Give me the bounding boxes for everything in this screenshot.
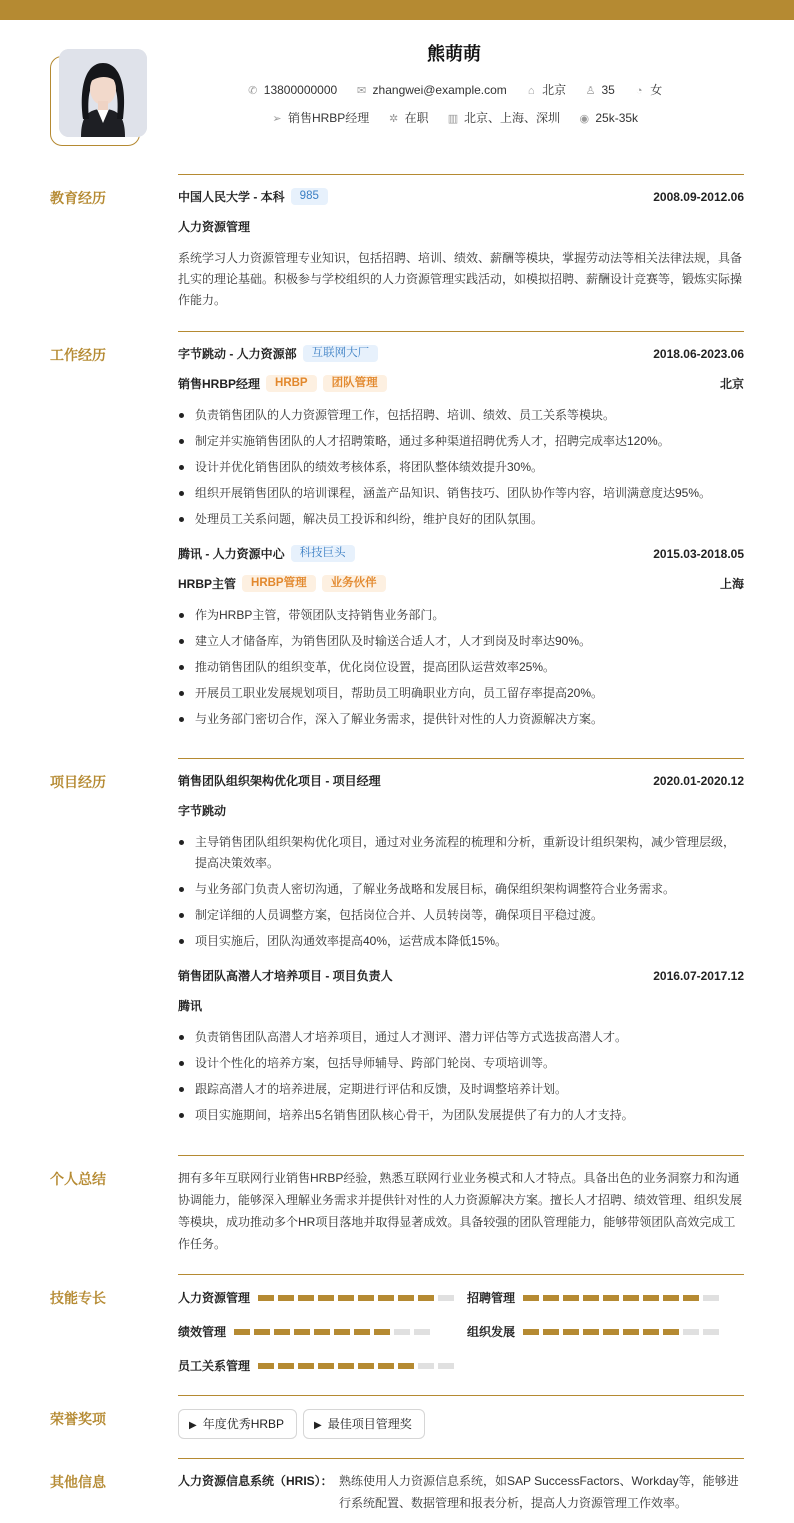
candidate-name: 熊萌萌 xyxy=(427,44,481,64)
list-item: 设计并优化销售团队的绩效考核体系，将团队整体绩效提升30%。 xyxy=(178,457,744,478)
skill-name: 人力资源管理 xyxy=(178,1291,251,1305)
project-bullets xyxy=(178,1027,744,1126)
gender-item xyxy=(632,81,662,98)
company-name: 腾讯 - 人力资源中心 xyxy=(178,547,285,561)
salary-icon: ◉ xyxy=(579,113,590,125)
skill-segment-filled xyxy=(523,1329,539,1335)
job-location: 上海 xyxy=(719,577,744,591)
award-item xyxy=(178,1409,297,1439)
skill-segment-filled xyxy=(278,1295,294,1301)
top-accent-bar xyxy=(0,0,794,20)
skill-level-bar xyxy=(234,1329,434,1349)
skill-segment-filled xyxy=(278,1363,294,1369)
project-bullets xyxy=(178,832,744,952)
skill-segment-filled xyxy=(294,1329,310,1335)
list-item: 设计个性化的培养方案，包括导师辅导、跨部门轮岗、专项培训等。 xyxy=(178,1053,744,1074)
role-tag: 团队管理 xyxy=(323,375,387,392)
list-item: 制定详细的人员调整方案，包括岗位合并、人员转岗等，确保项目平稳过渡。 xyxy=(178,905,744,926)
skill-segment-filled xyxy=(563,1329,579,1335)
skill-item xyxy=(467,1322,723,1342)
other-text: 熟练使用人力资源信息系统，如SAP SuccessFactors、Workday等，能够进行系统配置、数据管理和报表分析，提高人力资源管理工作效率。 xyxy=(339,1474,739,1510)
major-name: 人力资源管理 xyxy=(178,220,251,234)
award-name: 年度优秀HRBP xyxy=(202,1417,285,1431)
home-icon: ⌂ xyxy=(527,85,535,97)
target-city-item xyxy=(446,109,560,126)
school-tag: 985 xyxy=(291,188,328,205)
list-item: 组织开展销售团队的培训课程，涵盖产品知识、销售技巧、团队协作等内容，培训满意度达95%。 xyxy=(178,483,744,504)
skill-segment-empty xyxy=(418,1363,434,1369)
section-title: 荣誉奖项 xyxy=(50,1411,106,1427)
skill-segment-filled xyxy=(418,1295,434,1301)
awards-content xyxy=(178,1409,744,1449)
project-header xyxy=(178,772,744,802)
other-info xyxy=(178,1470,744,1514)
company-name: 字节跳动 - 人力资源部 xyxy=(178,347,297,361)
position-item xyxy=(270,109,369,126)
status-icon: ✲ xyxy=(389,113,399,125)
role-name: HRBP主管 xyxy=(178,577,237,591)
play-icon: ▶ xyxy=(314,1420,322,1431)
section-title: 其他信息 xyxy=(50,1474,106,1490)
play-icon: ▶ xyxy=(189,1420,197,1431)
gender-icon: ◔ xyxy=(635,85,643,97)
list-item: 主导销售团队组织架构优化项目，通过对业务流程的梳理和分析，重新设计组织架构，减少管理层级，提高决策效率。 xyxy=(178,832,744,874)
job-header xyxy=(178,545,744,575)
list-item: 与业务部门负责人密切沟通，了解业务战略和发展目标，确保组织架构调整符合业务需求。 xyxy=(178,879,744,900)
skill-level-bar xyxy=(258,1363,458,1383)
job-entry xyxy=(178,345,744,530)
job-period: 2015.03-2018.05 xyxy=(653,547,744,561)
list-item: 负责销售团队的人力资源管理工作，包括招聘、培训、绩效、员工关系等模块。 xyxy=(178,405,744,426)
skill-segment-filled xyxy=(234,1329,250,1335)
skill-segment-empty xyxy=(394,1329,410,1335)
job-bullets xyxy=(178,605,744,730)
project-entry xyxy=(178,772,744,952)
skill-segment-filled xyxy=(603,1329,619,1335)
age-icon: ♙ xyxy=(585,85,596,97)
skill-name: 组织发展 xyxy=(467,1325,516,1339)
list-item: 处理员工关系问题，解决员工投诉和纠纷，维护良好的团队氛围。 xyxy=(178,509,744,530)
list-item: 推动销售团队的组织变革，优化岗位设置，提高团队运营效率25%。 xyxy=(178,657,744,678)
skill-segment-filled xyxy=(334,1329,350,1335)
skill-segment-filled xyxy=(298,1295,314,1301)
skill-segment-filled xyxy=(314,1329,330,1335)
skill-segment-filled xyxy=(274,1329,290,1335)
skill-segment-filled xyxy=(583,1329,599,1335)
job-location: 北京 xyxy=(719,377,744,391)
section-divider xyxy=(178,1274,744,1275)
skill-segment-empty xyxy=(683,1329,699,1335)
list-item: 项目实施期间，培养出5名销售团队核心骨干，为团队发展提供了有力的人才支持。 xyxy=(178,1105,744,1126)
skill-segment-filled xyxy=(663,1295,679,1301)
skill-name: 绩效管理 xyxy=(178,1325,227,1339)
skill-segment-filled xyxy=(318,1363,334,1369)
skill-segment-empty xyxy=(414,1329,430,1335)
section-title: 工作经历 xyxy=(50,347,106,363)
skills-grid xyxy=(178,1288,744,1378)
skill-name: 招聘管理 xyxy=(467,1291,516,1305)
project-name: 销售团队高潜人才培养项目 - 项目负责人 xyxy=(178,969,393,983)
skill-level-bar xyxy=(258,1295,458,1315)
skill-segment-filled xyxy=(543,1329,559,1335)
skill-segment-filled xyxy=(583,1295,599,1301)
city-item xyxy=(524,81,566,98)
skill-segment-filled xyxy=(643,1295,659,1301)
other-content xyxy=(178,1470,744,1514)
section-divider xyxy=(178,331,744,332)
role-tag: 业务伙伴 xyxy=(322,575,386,592)
list-item: 作为HRBP主管，带领团队支持销售业务部门。 xyxy=(178,605,744,626)
major-line xyxy=(178,218,744,248)
summary-text: 拥有多年互联网行业销售HRBP经验，熟悉互联网行业业务模式和人才特点。具备出色的业务洞察力和沟通协调能力，能够深入理解业务需求并提供针对性的人力资源解决方案。擅长人才招聘、绩效管理、组织发展等模块，成功推动多个HR项目落地并取得显著成效。具备较强的团队管理能力，能够带领团队高效完成工作任务。 xyxy=(178,1171,743,1251)
project-period: 2020.01-2020.12 xyxy=(653,774,744,788)
skill-segment-filled xyxy=(298,1363,314,1369)
phone-item xyxy=(246,83,337,97)
resume-header xyxy=(0,20,794,150)
skill-segment-filled xyxy=(354,1329,370,1335)
contact-row xyxy=(0,81,794,98)
phone-text: 13800000000 xyxy=(263,83,338,97)
award-name: 最佳项目管理奖 xyxy=(327,1417,412,1431)
project-period: 2016.07-2017.12 xyxy=(653,969,744,983)
section-title: 技能专长 xyxy=(50,1290,106,1306)
skill-segment-filled xyxy=(643,1329,659,1335)
section-divider xyxy=(178,1395,744,1396)
section-divider xyxy=(178,1155,744,1156)
project-org: 字节跳动 xyxy=(178,804,227,818)
role-tag: HRBP xyxy=(266,375,317,392)
skill-segment-empty xyxy=(703,1295,719,1301)
list-item: 建立人才储备库，为销售团队及时输送合适人才，人才到岗及时率达90%。 xyxy=(178,631,744,652)
company-tag: 科技巨头 xyxy=(291,545,355,562)
skill-item xyxy=(178,1356,458,1376)
skill-segment-filled xyxy=(338,1295,354,1301)
award-item xyxy=(303,1409,425,1439)
position-text: 销售HRBP经理 xyxy=(287,111,370,125)
company-tag: 互联网大厂 xyxy=(303,345,379,362)
skill-segment-filled xyxy=(254,1329,270,1335)
status-item xyxy=(387,109,429,126)
skill-level-bar xyxy=(523,1329,723,1349)
skill-segment-filled xyxy=(683,1295,699,1301)
phone-icon: ✆ xyxy=(248,85,258,97)
skill-segment-filled xyxy=(258,1363,274,1369)
education-description: 系统学习人力资源管理专业知识，包括招聘、培训、绩效、薪酬等模块，掌握劳动法等相关法律法规，具备扎实的理论基础。积极参与学校组织的人力资源管理实践活动，如模拟招聘、薪酬设计竞赛等，锻炼实际操作能力。 xyxy=(178,251,743,307)
role-tag: HRBP管理 xyxy=(242,575,316,592)
education-header xyxy=(178,188,744,218)
skill-segment-filled xyxy=(603,1295,619,1301)
skill-level-bar xyxy=(523,1295,723,1315)
project-org-line xyxy=(178,997,744,1027)
status-text: 在职 xyxy=(404,111,429,125)
skills-content xyxy=(178,1288,744,1378)
age-item xyxy=(584,83,615,97)
job-bullets xyxy=(178,405,744,530)
section-title: 个人总结 xyxy=(50,1171,106,1187)
skill-segment-empty xyxy=(438,1363,454,1369)
school-name: 中国人民大学 - 本科 xyxy=(178,190,285,204)
skill-segment-filled xyxy=(358,1363,374,1369)
project-org: 腾讯 xyxy=(178,999,203,1013)
skill-segment-filled xyxy=(398,1295,414,1301)
skill-segment-filled xyxy=(663,1329,679,1335)
job-entry xyxy=(178,545,744,730)
skill-segment-filled xyxy=(563,1295,579,1301)
salary-text: 25k-35k xyxy=(595,111,639,125)
education-content xyxy=(178,188,744,311)
list-item: 跟踪高潜人才的培养进展，定期进行评估和反馈，及时调整培养计划。 xyxy=(178,1079,744,1100)
section-divider xyxy=(178,1458,744,1459)
skill-segment-filled xyxy=(543,1295,559,1301)
role-name: 销售HRBP经理 xyxy=(178,377,261,391)
list-item: 制定并实施销售团队的人才招聘策略，通过多种渠道招聘优秀人才，招聘完成率达120%。 xyxy=(178,431,744,452)
skill-item xyxy=(178,1322,434,1342)
skill-segment-filled xyxy=(523,1295,539,1301)
list-item: 负责销售团队高潜人才培养项目，通过人才测评、潜力评估等方式选拔高潜人才。 xyxy=(178,1027,744,1048)
gender-text: 女 xyxy=(650,83,663,97)
other-label: 人力资源信息系统（HRIS）： xyxy=(178,1474,333,1488)
mail-icon: ✉ xyxy=(356,85,367,97)
skill-segment-empty xyxy=(703,1329,719,1335)
salary-item xyxy=(577,111,638,125)
role-line xyxy=(178,575,744,605)
age-text: 35 xyxy=(601,83,615,97)
city-text: 北京 xyxy=(542,83,567,97)
email-item xyxy=(355,83,507,97)
list-item: 与业务部门密切合作，深入了解业务需求，提供针对性的人力资源解决方案。 xyxy=(178,709,744,730)
skill-segment-filled xyxy=(318,1295,334,1301)
target-city-text: 北京、上海、深圳 xyxy=(463,111,560,125)
projects-content xyxy=(178,772,744,1131)
email-text: zhangwei@example.com xyxy=(372,83,507,97)
summary-content xyxy=(178,1167,744,1255)
project-org-line xyxy=(178,802,744,832)
skill-item xyxy=(178,1288,458,1308)
skill-segment-empty xyxy=(438,1295,454,1301)
list-item: 开展员工职业发展规划项目，帮助员工明确职业方向，员工留存率提高20%。 xyxy=(178,683,744,704)
awards-list xyxy=(178,1409,744,1449)
job-period: 2018.06-2023.06 xyxy=(653,347,744,361)
skill-item xyxy=(467,1288,723,1308)
skill-segment-filled xyxy=(378,1295,394,1301)
project-entry xyxy=(178,967,744,1126)
section-divider xyxy=(178,758,744,759)
role-line xyxy=(178,375,744,405)
work-content xyxy=(178,345,744,735)
section-title: 项目经历 xyxy=(50,774,106,790)
skill-segment-filled xyxy=(623,1329,639,1335)
send-icon: ➢ xyxy=(272,113,282,125)
section-divider xyxy=(178,174,744,175)
skill-segment-filled xyxy=(374,1329,390,1335)
skill-segment-filled xyxy=(623,1295,639,1301)
education-period: 2008.09-2012.06 xyxy=(653,190,744,204)
job-header xyxy=(178,345,744,375)
skill-segment-filled xyxy=(358,1295,374,1301)
building-icon: ▥ xyxy=(447,113,459,125)
list-item: 项目实施后，团队沟通效率提高40%，运营成本降低15%。 xyxy=(178,931,744,952)
skill-segment-filled xyxy=(258,1295,274,1301)
project-name: 销售团队组织架构优化项目 - 项目经理 xyxy=(178,774,381,788)
project-header xyxy=(178,967,744,997)
intent-row xyxy=(0,109,794,126)
skill-segment-filled xyxy=(398,1363,414,1369)
skill-segment-filled xyxy=(338,1363,354,1369)
skill-segment-filled xyxy=(378,1363,394,1369)
section-title: 教育经历 xyxy=(50,190,106,206)
skill-name: 员工关系管理 xyxy=(178,1359,251,1373)
